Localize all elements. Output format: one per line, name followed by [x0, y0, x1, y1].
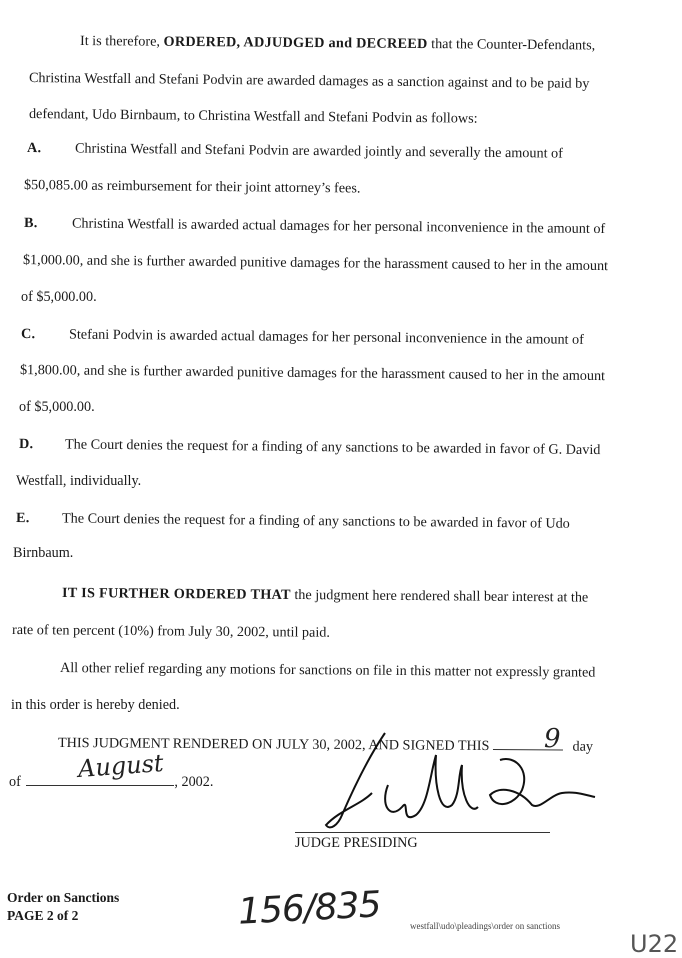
item-e-line-2: Birnbaum.	[13, 545, 74, 561]
item-b-line-1	[24, 215, 649, 239]
item-c-line-2: $1,800.00, and she is further awarded punitive damages for the harassment caused to her in the amount	[19, 362, 606, 385]
year-text: , 2002.	[174, 774, 214, 790]
item-e-text: The Court denies the request for a finding of any sanctions to be awarded in favor of Udo	[61, 510, 570, 532]
corner-mark: U22	[630, 930, 679, 958]
item-c-line-3: of $5,000.00.	[19, 399, 95, 415]
further-rest: the judgment here rendered shall bear interest at the	[294, 587, 589, 606]
month-blank	[26, 785, 174, 786]
item-c-letter: C.	[20, 326, 36, 343]
item-d-text: The Court denies the request for a finding of any sanctions to be awarded in favor of G. David	[64, 436, 601, 459]
file-stamp: 156/835	[237, 884, 382, 933]
intro-lead: It is therefore,	[79, 33, 161, 50]
intro-line-1	[80, 33, 595, 54]
item-e-letter: E.	[15, 510, 30, 527]
judge-presiding-label: JUDGE PRESIDING	[295, 835, 418, 851]
ordered-adjudged-decreed: ORDERED, ADJUDGED and DECREED	[163, 33, 428, 53]
of-word: of	[9, 774, 21, 790]
item-b-line-2: $1,000.00, and she is further awarded punitive damages for the harassment caused to her in the amount	[22, 252, 609, 275]
further-line-1	[62, 585, 588, 607]
intro-rest: that the Counter-Defendants,	[431, 36, 596, 54]
item-a-line-1	[27, 140, 652, 164]
intro-line-2: Christina Westfall and Stefani Podvin are awarded damages as a sanction against and to be paid by	[28, 70, 590, 92]
item-c-text: Stefani Podvin is awarded actual damages for her personal inconvenience in the amount of	[68, 326, 584, 348]
judge-line	[295, 832, 550, 833]
item-b-text: Christina Westfall is awarded actual damages for her personal inconvenience in the amount of	[71, 215, 606, 238]
relief-line-1: All other relief regarding any motions for sanctions on file in this matter not expressly granted	[59, 660, 596, 681]
item-b-letter: B.	[23, 215, 38, 232]
day-handwritten: 9	[544, 724, 561, 754]
item-a-letter: A.	[26, 140, 42, 157]
item-d-line-1	[19, 436, 641, 460]
footer-title: Order on Sanctions	[7, 890, 120, 905]
month-handwritten: August	[77, 749, 165, 783]
item-e-line-1	[16, 510, 640, 534]
item-a-text: Christina Westfall and Stefani Podvin are awarded jointly and severally the amount of	[74, 140, 563, 162]
file-path: westfall\udo\pleadings\order on sanctions	[410, 921, 560, 931]
footer-page: PAGE 2 of 2	[7, 908, 79, 923]
item-c-line-1	[21, 326, 646, 350]
relief-line-2: in this order is hereby denied.	[11, 697, 180, 713]
intro-line-3: defendant, Udo Birnbaum, to Christina Westfall and Stefani Podvin as follows:	[28, 106, 478, 127]
judge-signature	[300, 715, 600, 835]
item-d-line-2: Westfall, individually.	[16, 473, 142, 489]
further-ordered-heading: IT IS FURTHER ORDERED THAT	[61, 585, 291, 603]
further-line-2: rate of ten percent (10%) from July 30, 2002, until paid.	[11, 622, 331, 641]
day-word: day	[572, 738, 594, 755]
item-b-line-3: of $5,000.00.	[21, 289, 97, 305]
item-d-letter: D.	[18, 436, 34, 453]
signed-this-text: THIS JUDGMENT RENDERED ON JULY 30, 2002, AND SIGNED THIS	[57, 735, 490, 755]
item-a-line-2: $50,085.00 as reimbursement for their joint attorney’s fees.	[23, 177, 361, 197]
